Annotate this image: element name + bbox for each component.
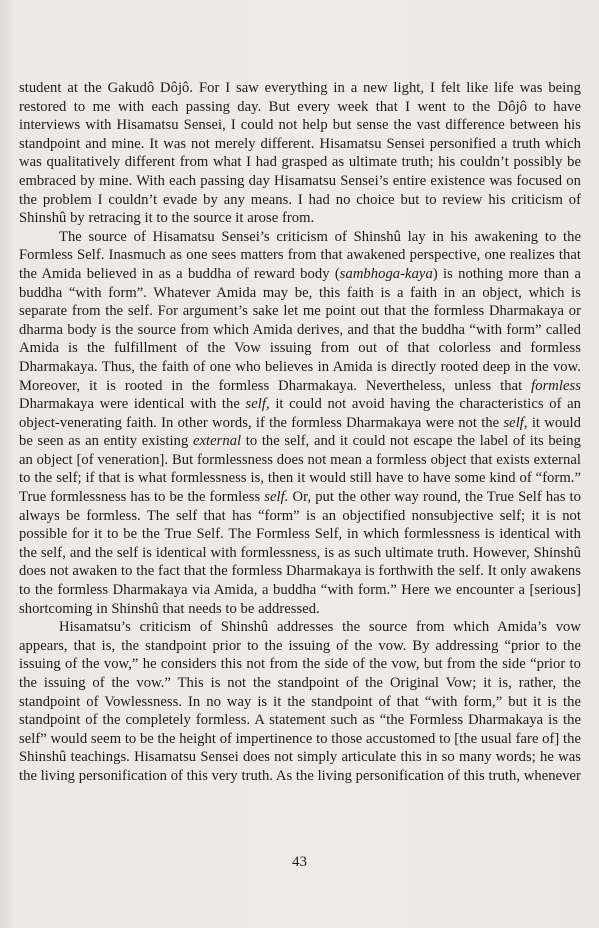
text-run: it could not avoid having the characteristics of an object-venerating faith. In other words, if the formless Dharmakaya were not the (19, 396, 581, 431)
italic-text-run: sambhoga-kaya (339, 265, 433, 282)
italic-text-run: self, (503, 414, 528, 431)
text-run: student at the Gakudô Dôjô. For I saw everything in a new light, I felt like life was being restored to me with each passing day. But every week that I went to the Dôjô to have interviews with Hisamatsu Sensei, I could not help but sense the vast difference between his standpoint and mine. It was not merely different. Hisamatsu Sensei personified a truth which was qualitatively different from what I had grasped as ultimate truth; his couldn’t possibly be embraced by mine. With each passing day Hisamatsu Sensei’s entire existence was focused on the problem I couldn’t evade by any means. I had no choice but to review his criticism of Shinshû by retracing it to the source it arose from. (19, 80, 581, 227)
text-run: Or, put the other way round, the True Self has to always be formless. The self that has “form” is an objectified nonsubjective self; it is not possible for it to be the True Self. The Formless Self, in which formlessness is identical with the self, and the self is identical with formlessness, is as such ultimate truth. However, Shinshû does not awaken to the fact that the formless Dharmakaya is forthwith the self. It only awakens to the formless Dharmakaya via Amida, a buddha “with form.” Here we encounter a [serious] shortcoming in Shinshû that needs to be addressed. (19, 489, 582, 617)
text-run: ) is nothing more than a buddha “with form”. Whatever Amida may be, this faith is a faith in an object, which is separate from the self. For argument’s sake let me point out that the formless Dharmakaya or dharma body is the source from which Amida derives, and that the buddha “with form” called Amida is the fulfillment of the Vow issuing from out of that colorless and formless Dharmakaya. Thus, the faith of one who believes in Amida is directly rooted deep in the vow. Moreover, it is rooted in the formless Dharmakaya. Nevertheless, unless that (19, 265, 581, 394)
page-number: 43 (292, 854, 307, 870)
italic-text-run: external (192, 433, 242, 450)
text-run: Hisamatsu’s criticism of Shinshû addresses the source from which Amida’s vow appears, that is, the standpoint prior to the issuing of the vow. By addressing “prior to the issuing of the vow,” he considers this not from the side of the vow, but from the side “prior to the issuing of the vow.” This is not the standpoint of the Original Vow; it is, rather, the standpoint of Vowlessness. In no way is it the standpoint of that “with form,” but it is the standpoint of the completely formless. A statement such as “the Formless Dharmakaya is the self” would seem to be the height of impertinence to those accustomed to [the usual fare of] the Shinshû teachings. Hisamatsu Sensei does not simply articulate this in so many words; he was the living personification of this very truth. As the living personification of this truth, whenever (19, 619, 582, 784)
paragraph-1 (19, 79, 581, 228)
body-text (19, 79, 581, 786)
text-run: Dharmakaya were identical with the (19, 396, 246, 413)
text-run: to the self, and it could not escape the label of its being an object [of veneration]. But formlessness does not mean a formless object that exists external to the self; if that is what formlessness is, then it would still have to have some kind of “form.” True formlessness has to be the formless (19, 433, 581, 506)
paragraph-2 (19, 228, 581, 618)
italic-text-run: formless (531, 377, 581, 394)
text-run: it would be seen as an entity existing (19, 414, 581, 450)
italic-text-run: self. (264, 489, 289, 506)
text-run: The source of Hisamatsu Sensei’s criticism of Shinshû lay in his awakening to the Formless Self. Inasmuch as one sees matters from that awakened perspective, one realizes that the Amida believed in as a buddha of reward body ( (19, 228, 581, 282)
paragraph-3 (19, 618, 581, 785)
italic-text-run: self, (245, 396, 270, 413)
